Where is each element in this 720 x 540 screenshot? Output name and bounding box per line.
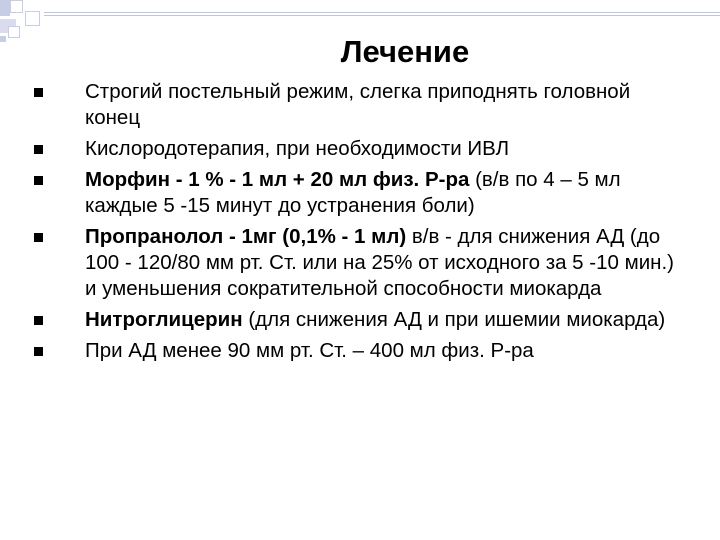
item-bold-text: Морфин - 1 % - 1 мл + 20 мл физ. Р-ра xyxy=(85,168,470,191)
top-rule xyxy=(44,12,720,13)
bullet-square-icon xyxy=(34,347,43,356)
corner-decoration xyxy=(0,0,10,16)
list-item xyxy=(34,224,684,302)
bullet-square-icon xyxy=(34,316,43,325)
corner-decoration xyxy=(25,11,40,26)
item-text: При АД менее 90 мм рт. Ст. – 400 мл физ. Р-ра xyxy=(85,339,534,362)
item-text: в/в - для снижения АД (до 100 - 120/80 мм рт. Ст. или на 25% от исходного за 5 -10 мин.) и уменьшения сократительной способности миокарда xyxy=(85,225,674,300)
bullet-square-icon xyxy=(34,176,43,185)
item-bold-text: Нитроглицерин xyxy=(85,308,243,331)
list-item xyxy=(34,136,684,162)
top-rule xyxy=(44,15,720,16)
list-item xyxy=(34,167,684,219)
slide-title: Лечение xyxy=(340,34,470,69)
list-item xyxy=(34,338,684,364)
item-text: (для снижения АД и при ишемии миокарда) xyxy=(242,308,666,331)
item-text: Кислородотерапия, при необходимости ИВЛ xyxy=(85,137,510,160)
bullet-square-icon xyxy=(34,88,43,97)
item-text: Строгий постельный режим, слегка приподнять головной конец xyxy=(85,80,631,129)
item-text: (в/в по 4 – 5 мл каждые 5 -15 минут до устранения боли) xyxy=(85,168,621,217)
list-item xyxy=(34,79,684,131)
bullet-list xyxy=(34,79,684,369)
corner-decoration xyxy=(10,0,23,13)
list-item xyxy=(34,307,684,333)
bullet-square-icon xyxy=(34,233,43,242)
item-bold-text: Пропранолол - 1мг (0,1% - 1 мл) xyxy=(85,225,407,248)
bullet-square-icon xyxy=(34,145,43,154)
